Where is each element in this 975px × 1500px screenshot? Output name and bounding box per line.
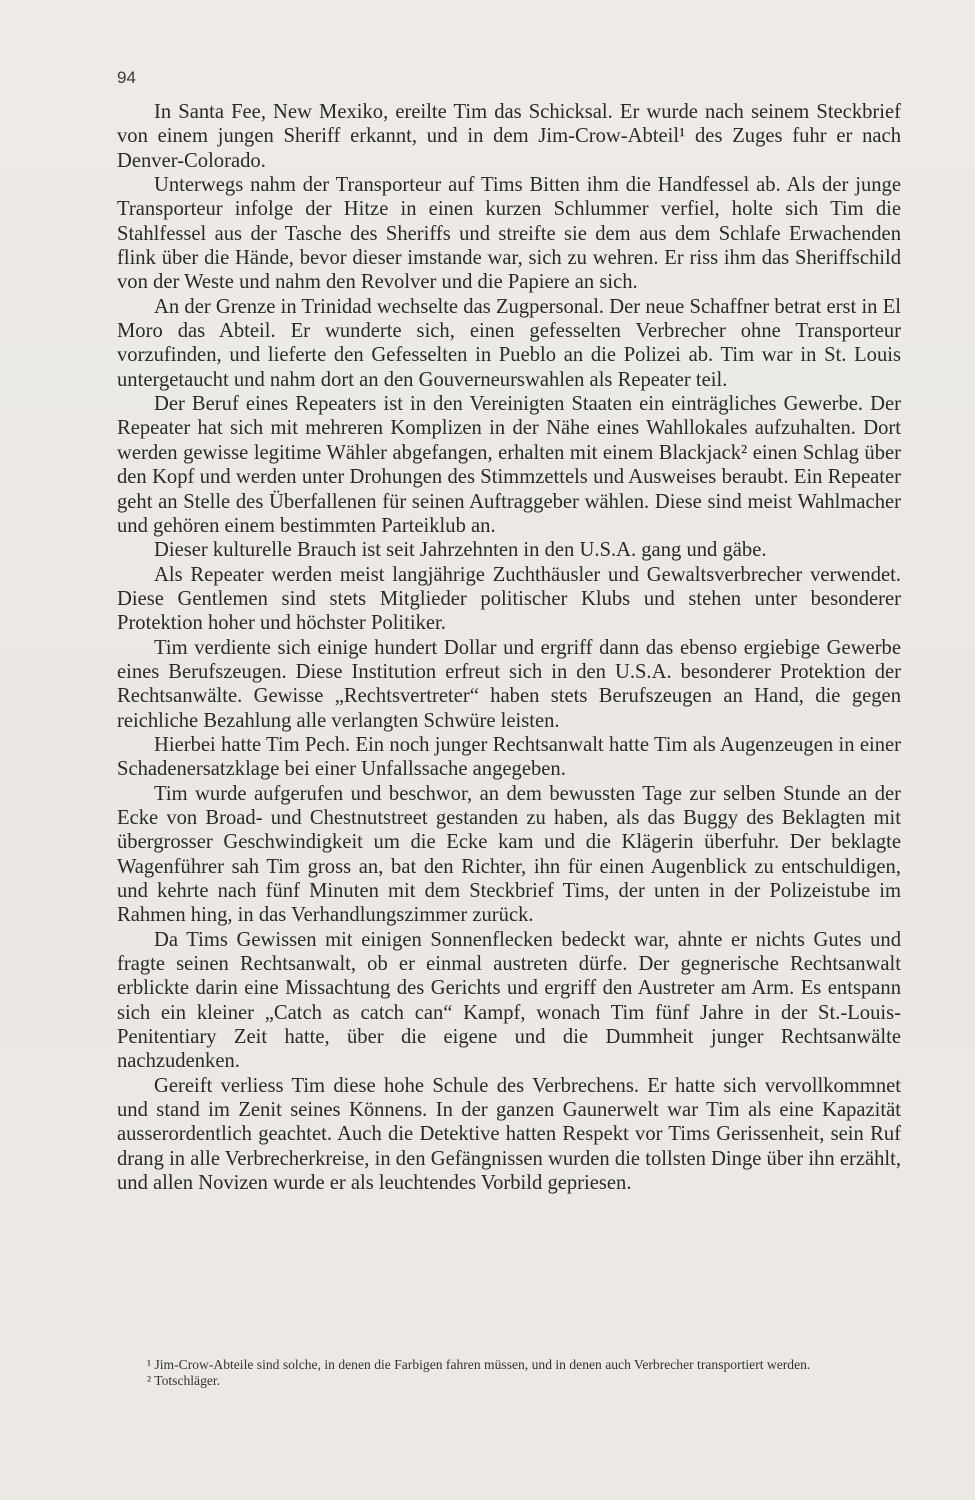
page-number: 94 <box>117 68 136 87</box>
paragraph: Unterwegs nahm der Transporteur auf Tims Bitten ihm die Handfessel ab. Als der junge Transporteur infolge der Hitze in einen kurzen Schlummer verfiel, holte sich Tim die Stahlfessel aus der Tasche des Sheriffs und streifte sie dem aus dem Schlafe Erwachenden flink über die Hände, bevor dieser imstande war, sich zu wehren. Er riss ihm das Sheriffschild von der Weste und nahm den Revolver und die Papiere an sich. <box>117 174 901 294</box>
paragraph: Tim verdiente sich einige hundert Dollar und ergriff dann das ebenso ergiebige Gewerbe eines Berufszeugen. Diese Institution erfreut sich in den U.S.A. besonderer Protektion der Rechtsanwälte. Gewisse „Rechtsvertreter“ haben stets Berufszeugen an Hand, die gegen reichliche Bezahlung alle verlangten Schwüre leisten. <box>117 636 901 732</box>
paragraph: Da Tims Gewissen mit einigen Sonnenflecken bedeckt war, ahnte er nichts Gutes und fragte seinen Rechtsanwalt, ob er einmal austreten dürfe. Der gegnerische Rechtsanwalt erblickte darin eine Missachtung des Gerichts und ergriff den Austreter am Arm. Es entspann sich ein kleiner „Catch as catch can“ Kampf, wonach Tim fünf Jahre in der St.-Louis-Penitentiary Zeit hatte, über die eigene und die Dummheit junger Rechtsanwälte nachzudenken. <box>117 928 901 1073</box>
paragraph: Der Beruf eines Repeaters ist in den Vereinigten Staaten ein einträgliches Gewerbe. Der Repeater hat sich mit mehreren Komplizen in der Nähe eines Wahllokales aufzuhalten. Dort werden gewisse legitime Wähler abgefangen, erhalten mit einem Blackjack² einen Schlag über den Kopf und werden unter Drohungen des Stimmzettels und Ausweises beraubt. Ein Repeater geht an Stelle des Überfallenen für seinen Auftraggeber wählen. Diese sind meist Wahlmacher und gehören einem bestimmten Parteiklub an. <box>117 393 901 537</box>
paragraph: Tim wurde aufgerufen und beschwor, an dem bewussten Tage zur selben Stunde an der Ecke von Broad- und Chestnutstreet gestanden zu haben, als das Buggy des Beklagten mit übergrosser Geschwindigkeit um die Ecke kam und die Klägerin überfuhr. Der beklagte Wagenführer sah Tim gross an, bat den Richter, ihn für einen Augenblick zu entschuldigen, und kehrte nach fünf Minuten mit dem Steckbrief Tims, der unten in der Polizeistube im Rahmen hing, in das Verhandlungszimmer zurück. <box>117 782 901 927</box>
paragraph: An der Grenze in Trinidad wechselte das Zugpersonal. Der neue Schaffner betrat erst in El Moro das Abteil. Er wunderte sich, einen gefesselten Verbrecher ohne Transporteur vorzufinden, und lieferte den Gefesselten in Pueblo an die Polizei ab. Tim war in St. Louis untergetaucht und nahm dort an den Gouverneurswahlen als Repeater teil. <box>117 295 901 391</box>
paragraph: In Santa Fee, New Mexiko, ereilte Tim das Schicksal. Er wurde nach seinem Steckbrief von einem jungen Sheriff erkannt, und in dem Jim-Crow-Abteil¹ des Zuges fuhr er nach Denver-Colorado. <box>117 101 901 172</box>
footnotes <box>117 1357 901 1388</box>
body-text <box>117 100 901 1195</box>
paragraph: Als Repeater werden meist langjährige Zuchthäusler und Gewaltsverbrecher verwendet. Diese Gentlemen sind stets Mitglieder politischer Klubs und stehen unter besonderer Protektion hoher und höchster Politiker. <box>117 563 901 635</box>
footnote-2: ² Totschläger. <box>147 1372 221 1388</box>
paragraph: Hierbei hatte Tim Pech. Ein noch junger Rechtsanwalt hatte Tim als Augenzeugen in einer Schadenersatzklage bei einer Unfallssache angegeben. <box>117 733 901 781</box>
paragraph: Dieser kulturelle Brauch ist seit Jahrzehnten in den U.S.A. gang und gäbe. <box>154 539 767 562</box>
footnote-1: ¹ Jim-Crow-Abteile sind solche, in denen die Farbigen fahren müssen, und in denen auch Verbrecher transportiert werden. <box>147 1357 811 1372</box>
paragraph: Gereift verliess Tim diese hohe Schule des Verbrechens. Er hatte sich vervollkommnet und stand im Zenit seines Könnens. In der ganzen Gaunerwelt war Tim als eine Kapazität ausserordentlich geachtet. Auch die Detektive hatten Respekt vor Tims Gerissenheit, sein Ruf drang in alle Verbrecherkreise, in den Gefängnissen wurden die tollsten Dinge über ihn erzählt, und allen Novizen wurde er als leuchtendes Vorbild gepriesen. <box>117 1074 901 1195</box>
